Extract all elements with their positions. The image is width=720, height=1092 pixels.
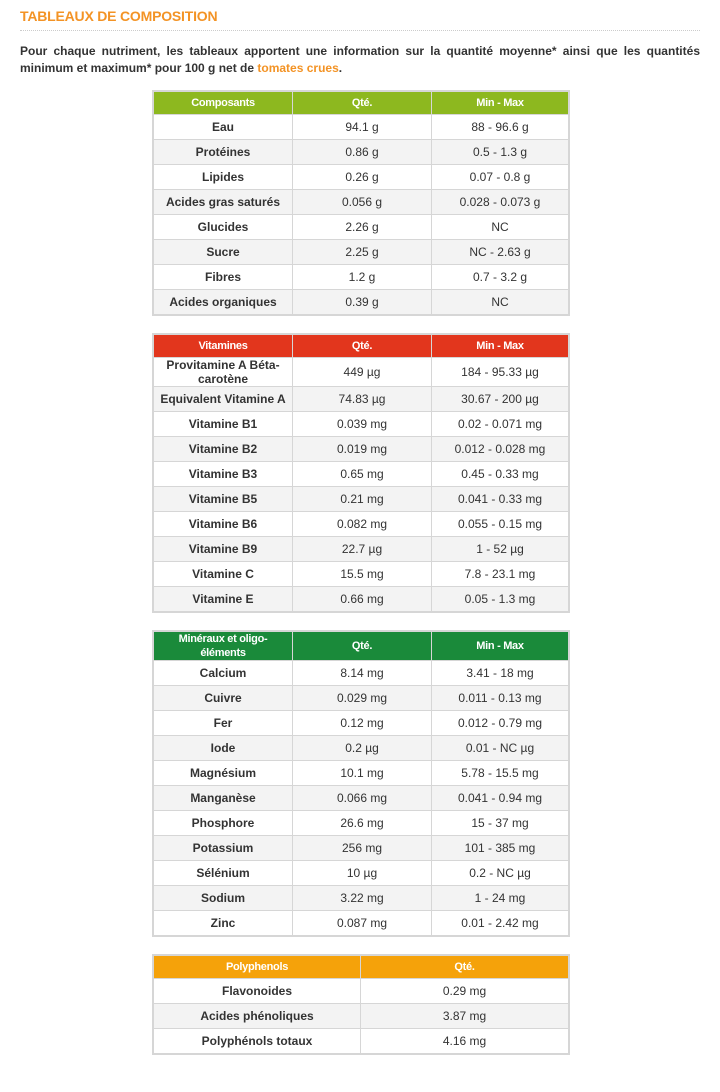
column-header: Qté. [293, 631, 432, 661]
column-header: Min - Max [432, 91, 570, 115]
nutrient-name: Acides phénoliques [153, 1004, 361, 1029]
nutrient-name: Lipides [153, 165, 293, 190]
column-header: Qté. [293, 91, 432, 115]
table-row [153, 537, 569, 562]
quantity-cell: 15.5 mg [293, 562, 432, 587]
nutrient-name: Vitamine B2 [153, 437, 293, 462]
table-row [153, 240, 569, 265]
min-max-cell: 0.012 - 0.79 mg [432, 711, 570, 736]
quantity-cell: 0.029 mg [293, 686, 432, 711]
nutrient-name: Sucre [153, 240, 293, 265]
nutrient-name: Vitamine B3 [153, 462, 293, 487]
intro-paragraph [20, 43, 700, 77]
quantity-cell: 0.087 mg [293, 911, 432, 937]
nutrient-name: Vitamine E [153, 587, 293, 613]
table-row [153, 437, 569, 462]
table-row [153, 562, 569, 587]
nutrient-name: Fibres [153, 265, 293, 290]
table-row [153, 587, 569, 613]
column-header: Vitamines [153, 334, 293, 358]
column-header: Polyphenols [153, 955, 361, 979]
nutrient-name: Sodium [153, 886, 293, 911]
nutrient-name: Magnésium [153, 761, 293, 786]
min-max-cell: 0.041 - 0.33 mg [432, 487, 570, 512]
quantity-cell: 0.082 mg [293, 512, 432, 537]
table-row [153, 861, 569, 886]
quantity-cell: 2.26 g [293, 215, 432, 240]
min-max-cell: 0.07 - 0.8 g [432, 165, 570, 190]
quantity-cell: 0.12 mg [293, 711, 432, 736]
quantity-cell: 22.7 µg [293, 537, 432, 562]
table-row [153, 140, 569, 165]
quantity-cell: 1.2 g [293, 265, 432, 290]
quantity-cell: 0.2 µg [293, 736, 432, 761]
table-row [153, 190, 569, 215]
column-header: Min - Max [432, 334, 570, 358]
table-row [153, 811, 569, 836]
nutrient-name: Vitamine B9 [153, 537, 293, 562]
table-row [153, 786, 569, 811]
nutrient-name: Vitamine B6 [153, 512, 293, 537]
page-title: TABLEAUX DE COMPOSITION [20, 0, 700, 31]
min-max-cell: 0.028 - 0.073 g [432, 190, 570, 215]
nutrient-name: Iode [153, 736, 293, 761]
table-row [153, 886, 569, 911]
mineraux-table [152, 630, 570, 937]
min-max-cell: 0.01 - 2.42 mg [432, 911, 570, 937]
quantity-cell: 449 µg [293, 358, 432, 387]
min-max-cell: NC - 2.63 g [432, 240, 570, 265]
min-max-cell: 5.78 - 15.5 mg [432, 761, 570, 786]
nutrient-name: Eau [153, 115, 293, 140]
table-row [153, 215, 569, 240]
intro-text: Pour chaque nutriment, les tableaux apportent une information sur la quantité moyenne* ainsi que les quantités minimum et maximum* pour 100 g net de [20, 44, 700, 75]
quantity-cell: 10 µg [293, 861, 432, 886]
quantity-cell: 256 mg [293, 836, 432, 861]
table-row [153, 512, 569, 537]
composants-table [152, 90, 570, 316]
quantity-cell: 8.14 mg [293, 661, 432, 686]
min-max-cell: 7.8 - 23.1 mg [432, 562, 570, 587]
min-max-cell: 3.41 - 18 mg [432, 661, 570, 686]
table-row [153, 462, 569, 487]
table-row [153, 736, 569, 761]
table-row [153, 1004, 569, 1029]
table-row [153, 836, 569, 861]
intro-end: . [338, 61, 343, 75]
table-row [153, 711, 569, 736]
min-max-cell: 101 - 385 mg [432, 836, 570, 861]
min-max-cell: 1 - 24 mg [432, 886, 570, 911]
quantity-cell: 0.26 g [293, 165, 432, 190]
min-max-cell: 0.041 - 0.94 mg [432, 786, 570, 811]
min-max-cell: 0.055 - 0.15 mg [432, 512, 570, 537]
quantity-cell: 0.039 mg [293, 412, 432, 437]
min-max-cell: NC [432, 290, 570, 316]
quantity-cell: 0.86 g [293, 140, 432, 165]
nutrient-name: Provitamine A Béta-carotène [153, 358, 293, 387]
table-row [153, 1029, 569, 1055]
nutrient-name: Cuivre [153, 686, 293, 711]
column-header: Min - Max [432, 631, 570, 661]
nutrient-name: Vitamine B1 [153, 412, 293, 437]
nutrient-name: Sélénium [153, 861, 293, 886]
min-max-cell: 0.012 - 0.028 mg [432, 437, 570, 462]
table-row [153, 979, 569, 1004]
nutrient-name: Potassium [153, 836, 293, 861]
quantity-cell: 94.1 g [293, 115, 432, 140]
quantity-cell: 74.83 µg [293, 387, 432, 412]
nutrient-name: Equivalent Vitamine A [153, 387, 293, 412]
vitamines-table [152, 333, 570, 613]
nutrient-name: Vitamine C [153, 562, 293, 587]
quantity-cell: 4.16 mg [361, 1029, 570, 1055]
table-row [153, 412, 569, 437]
min-max-cell: 0.05 - 1.3 mg [432, 587, 570, 613]
quantity-cell: 10.1 mg [293, 761, 432, 786]
table-row [153, 165, 569, 190]
column-header: Qté. [293, 334, 432, 358]
nutrient-name: Vitamine B5 [153, 487, 293, 512]
column-header: Qté. [361, 955, 570, 979]
quantity-cell: 0.65 mg [293, 462, 432, 487]
nutrient-name: Manganèse [153, 786, 293, 811]
quantity-cell: 3.22 mg [293, 886, 432, 911]
quantity-cell: 0.66 mg [293, 587, 432, 613]
nutrient-name: Phosphore [153, 811, 293, 836]
min-max-cell: 0.011 - 0.13 mg [432, 686, 570, 711]
table-row [153, 290, 569, 316]
nutrient-name: Acides gras saturés [153, 190, 293, 215]
nutrient-name: Polyphénols totaux [153, 1029, 361, 1055]
quantity-cell: 0.019 mg [293, 437, 432, 462]
min-max-cell: 184 - 95.33 µg [432, 358, 570, 387]
table-row [153, 487, 569, 512]
quantity-cell: 0.056 g [293, 190, 432, 215]
min-max-cell: 0.02 - 0.071 mg [432, 412, 570, 437]
table-row [153, 661, 569, 686]
table-row [153, 761, 569, 786]
min-max-cell: 1 - 52 µg [432, 537, 570, 562]
table-row [153, 265, 569, 290]
quantity-cell: 2.25 g [293, 240, 432, 265]
nutrient-name: Flavonoides [153, 979, 361, 1004]
table-row [153, 358, 569, 387]
column-header: Composants [153, 91, 293, 115]
quantity-cell: 0.39 g [293, 290, 432, 316]
column-header: Minéraux et oligo-éléments [153, 631, 293, 661]
nutrient-name: Glucides [153, 215, 293, 240]
min-max-cell: NC [432, 215, 570, 240]
min-max-cell: 15 - 37 mg [432, 811, 570, 836]
nutrient-name: Zinc [153, 911, 293, 937]
table-row [153, 911, 569, 937]
min-max-cell: 30.67 - 200 µg [432, 387, 570, 412]
quantity-cell: 26.6 mg [293, 811, 432, 836]
min-max-cell: 88 - 96.6 g [432, 115, 570, 140]
quantity-cell: 0.29 mg [361, 979, 570, 1004]
min-max-cell: 0.7 - 3.2 g [432, 265, 570, 290]
nutrient-name: Protéines [153, 140, 293, 165]
table-row [153, 115, 569, 140]
min-max-cell: 0.45 - 0.33 mg [432, 462, 570, 487]
min-max-cell: 0.2 - NC µg [432, 861, 570, 886]
min-max-cell: 0.5 - 1.3 g [432, 140, 570, 165]
table-row [153, 686, 569, 711]
quantity-cell: 0.21 mg [293, 487, 432, 512]
table-header-row [153, 631, 569, 661]
quantity-cell: 0.066 mg [293, 786, 432, 811]
table-row [153, 387, 569, 412]
table-header-row [153, 334, 569, 358]
quantity-cell: 3.87 mg [361, 1004, 570, 1029]
nutrient-name: Acides organiques [153, 290, 293, 316]
table-header-row [153, 91, 569, 115]
min-max-cell: 0.01 - NC µg [432, 736, 570, 761]
nutrient-name: Fer [153, 711, 293, 736]
polyphenols-table [152, 954, 570, 1055]
nutrient-name: Calcium [153, 661, 293, 686]
table-header-row [153, 955, 569, 979]
tomates-crues-link[interactable]: tomates crues [257, 61, 339, 75]
